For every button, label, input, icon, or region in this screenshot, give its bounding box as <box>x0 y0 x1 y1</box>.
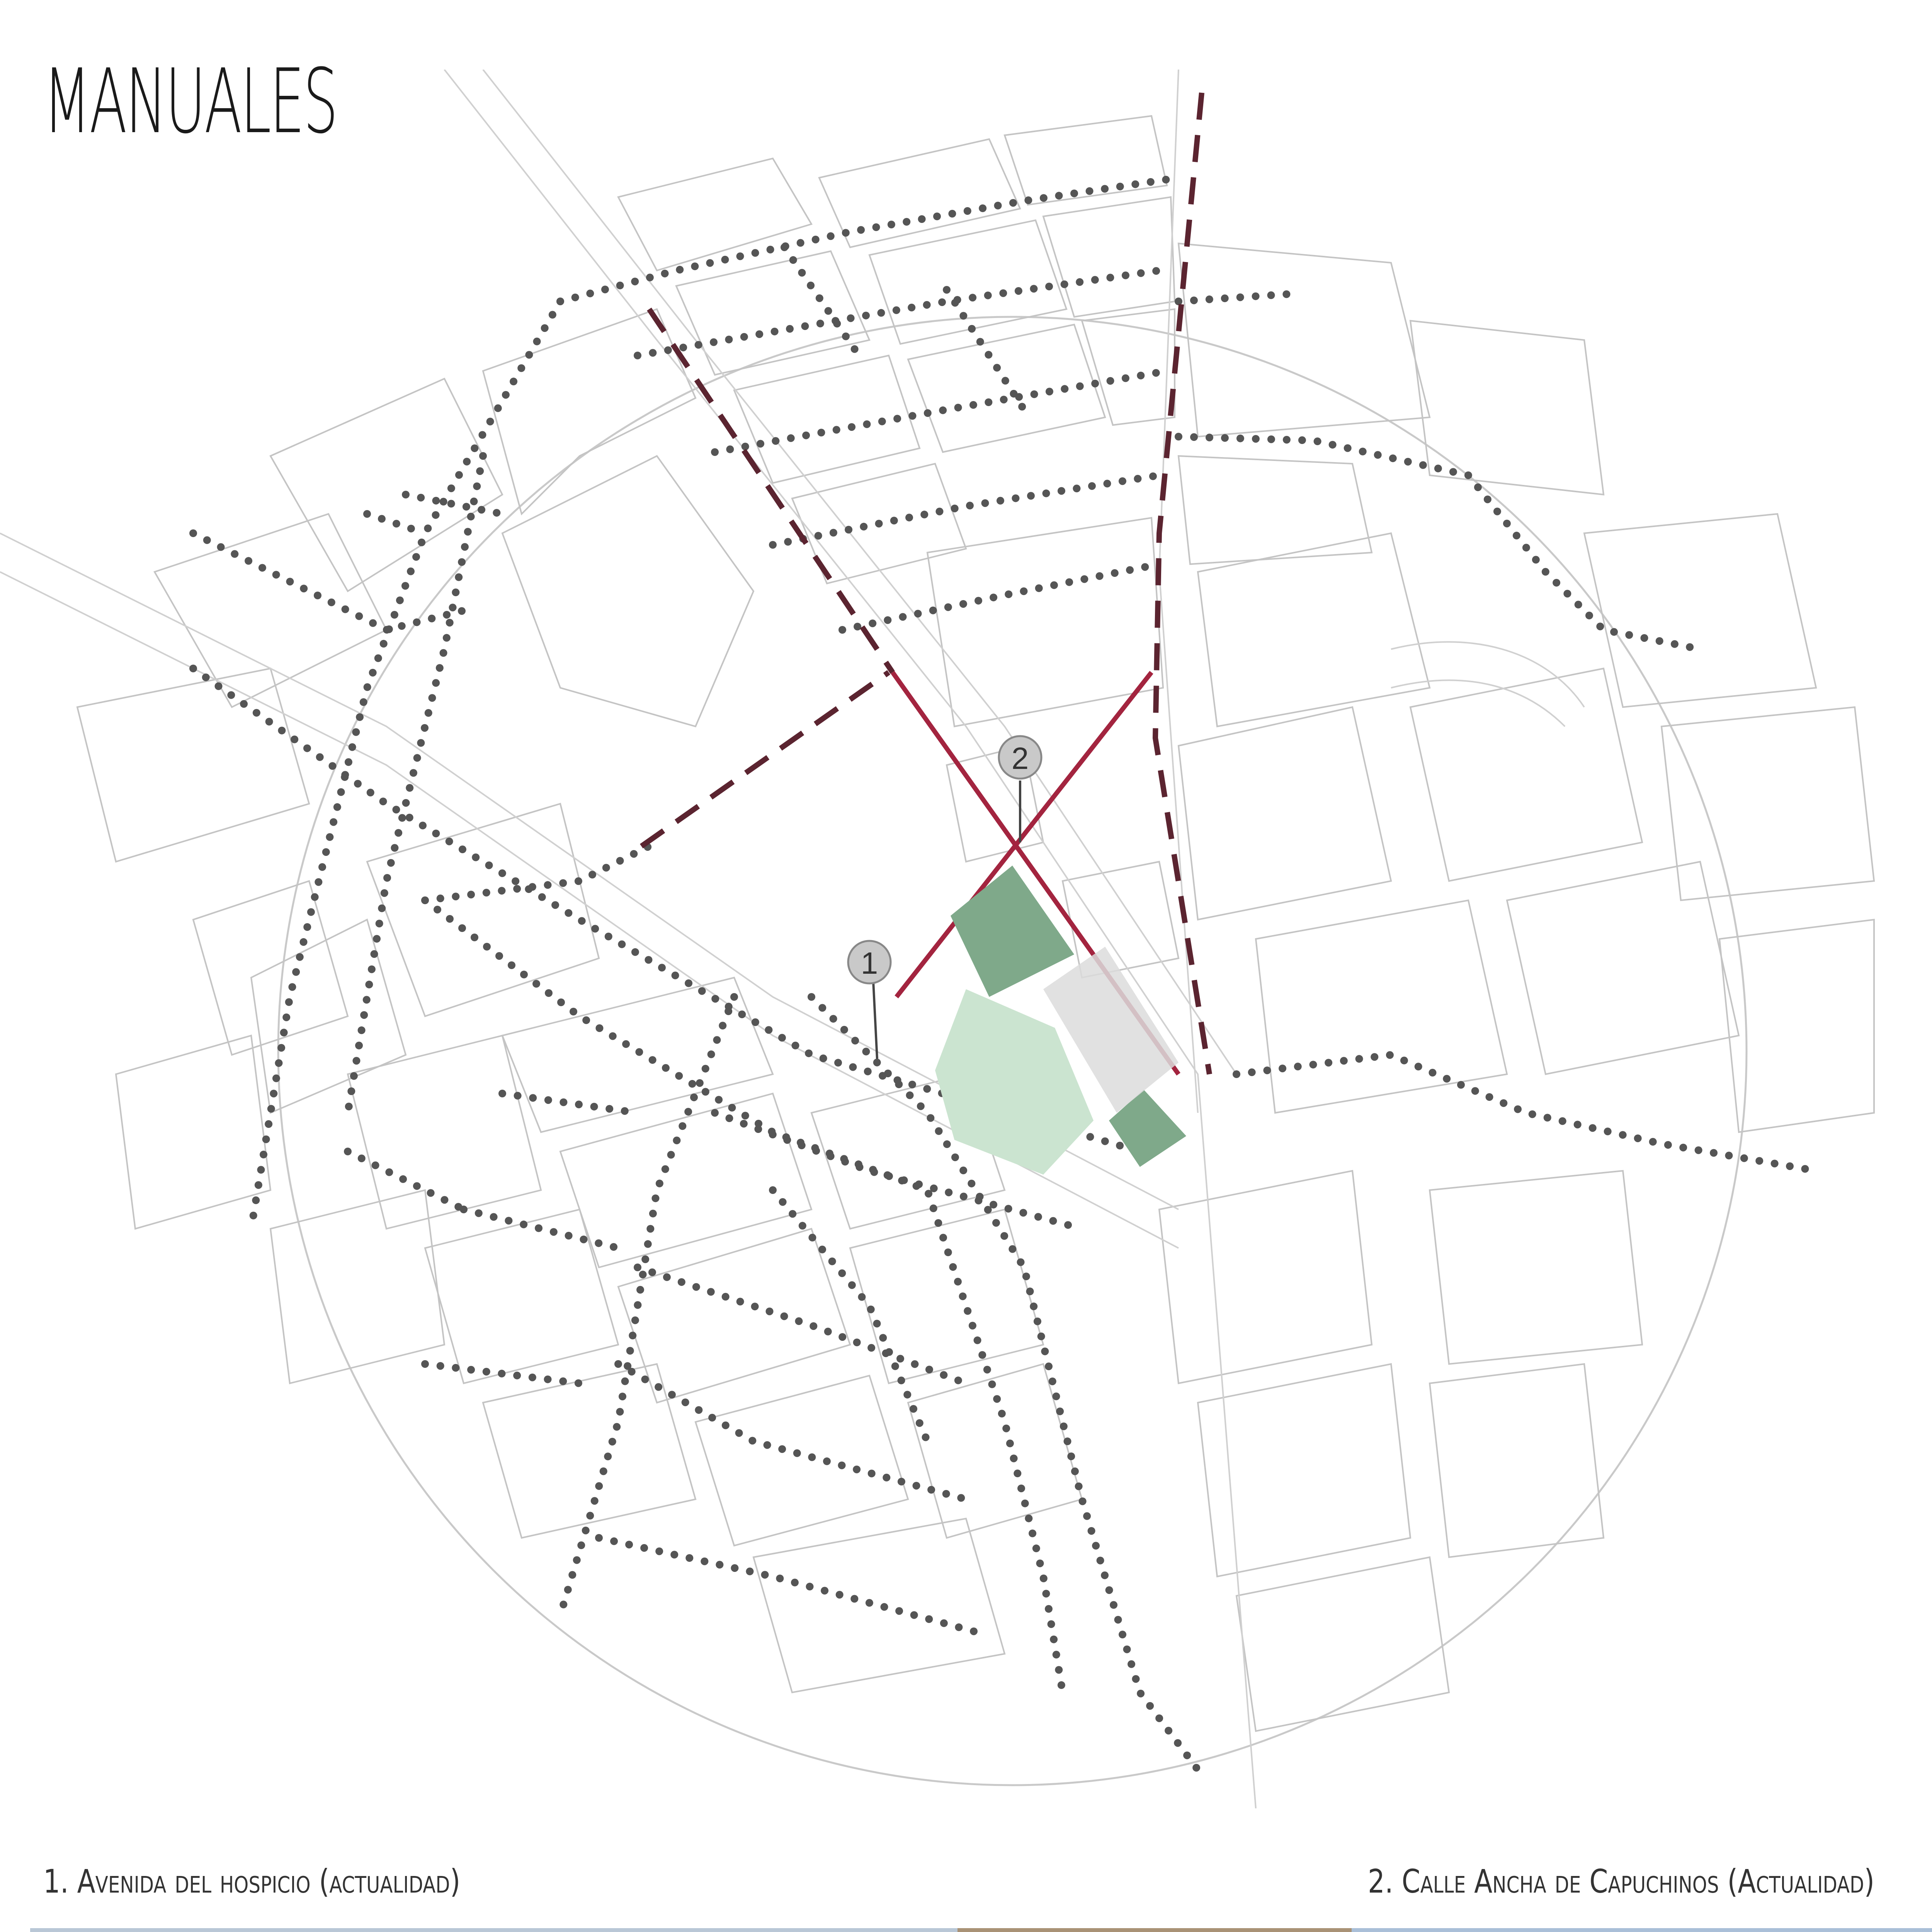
map-marker-1-label: 1 <box>861 946 878 980</box>
page-title: MANUALES <box>43 50 337 153</box>
caption-capuchinos-actualidad: 2. Calle Ancha de Capuchinos (Actualidad) <box>1368 1862 1875 1900</box>
photo-capuchinos-actualidad <box>1352 1928 1932 1932</box>
caption-hospicio-actualidad: 1. Avenida del hospicio (actualidad) <box>43 1862 461 1900</box>
route-uso-rodado-restringido <box>641 93 1209 1074</box>
street-map <box>0 70 1893 1816</box>
map-marker-2-label: 2 <box>1011 741 1029 776</box>
area-colegio <box>951 866 1074 997</box>
photo-hospicio-actualidad <box>30 1928 1352 1932</box>
